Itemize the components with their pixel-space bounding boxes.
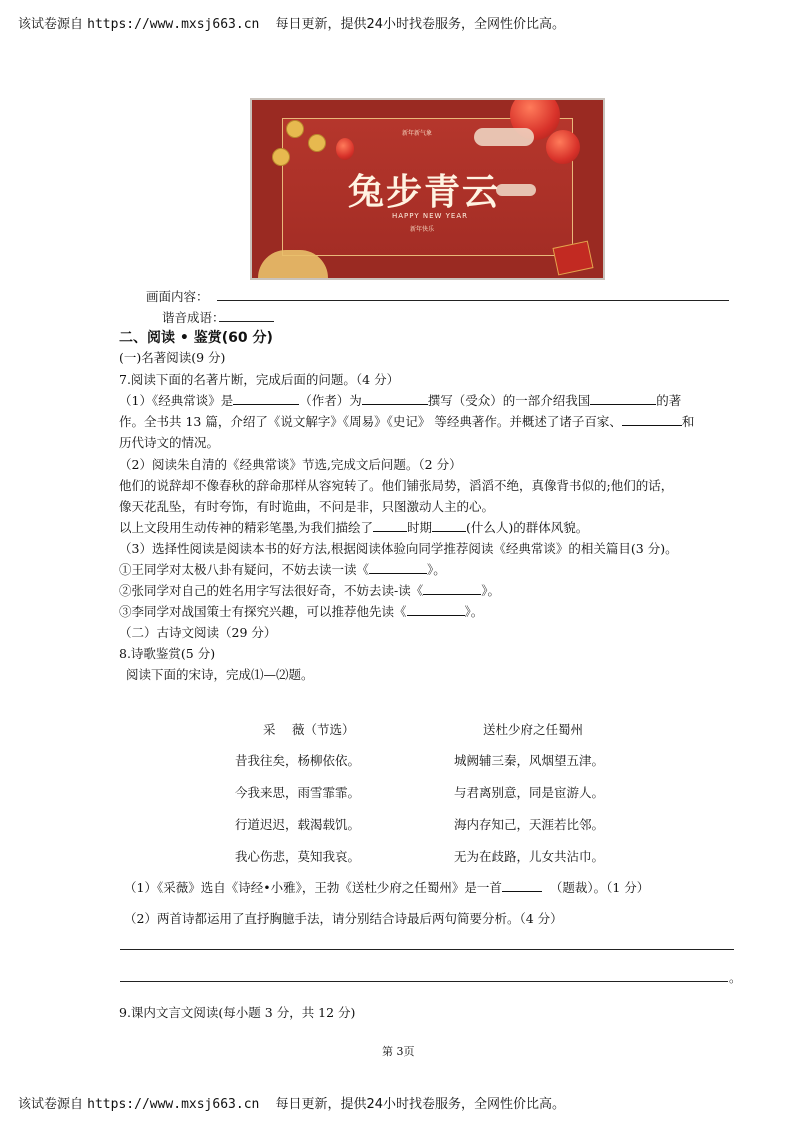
genre-blank[interactable]	[502, 878, 542, 892]
q7-3-text: ③李同学对战国策士有探究兴趣，可以推荐他先读《	[119, 604, 407, 619]
poem-left-title: 采 薇（节选）	[263, 722, 355, 737]
cloud-decoration	[496, 184, 536, 196]
coin-icon	[272, 148, 290, 166]
period-blank[interactable]	[373, 518, 407, 532]
q7-excerpt-line2: 像天花乱坠，有时夸饰，有时诡曲，不问是非，只图激动人主的心。	[119, 499, 495, 514]
q7-1-text: 和	[681, 414, 695, 429]
q7-3-text: ②张同学对自己的姓名用字写法很好奇，不妨去读-读《	[119, 583, 424, 598]
poem-right-line: 海内存知己，天涯若比邻。	[454, 817, 605, 832]
idiom-field	[162, 308, 225, 326]
coin-icon	[308, 134, 326, 152]
chapter-blank[interactable]	[407, 602, 465, 616]
subsection-title: (一)名著阅读(9 分)	[119, 350, 226, 365]
red-envelope-icon	[552, 241, 593, 276]
poster-subtitle: HAPPY NEW YEAR	[392, 212, 468, 220]
q8-part2: （2）两首诗都运用了直抒胸臆手法，请分别结合诗最后两句简要分析。（4 分）	[124, 911, 563, 926]
schools-blank[interactable]	[622, 412, 682, 426]
poem-right-line: 与君离别意，同是宦游人。	[454, 785, 605, 800]
subsection-title: （二）古诗文阅读（29 分）	[119, 625, 277, 640]
q7-3-text: 》。	[427, 562, 446, 577]
q7-excerpt-question	[119, 518, 588, 536]
chapter-blank[interactable]	[423, 581, 481, 595]
content-field	[146, 287, 209, 305]
header-banner	[18, 13, 565, 32]
q7-3-item-c	[119, 602, 483, 620]
poster-small-bottom: 新年快乐	[410, 226, 435, 233]
q7-3-text: ①王同学对太极八卦有疑问，不妨去读一读《	[119, 562, 370, 577]
people-blank[interactable]	[432, 518, 466, 532]
section-title: 二、阅读 • 鉴赏(60 分)	[119, 330, 273, 346]
poem-left-line: 昔我往矣，杨柳依依。	[235, 753, 361, 768]
q7-part1-line2	[119, 412, 694, 430]
header-url[interactable]: https://www.mxsj663.cn	[87, 17, 260, 32]
poem-left-line: 我心伤悲，莫知我哀。	[235, 849, 361, 864]
end-mark: 。	[729, 970, 742, 985]
idiom-answer-line[interactable]	[219, 321, 274, 322]
q7-2-text: 时期	[406, 520, 432, 535]
page-number: 第 3页	[382, 1045, 415, 1058]
question-9: 9.课内文言文阅读(每小题 3 分，共 12 分)	[119, 1005, 356, 1020]
footer-url[interactable]: https://www.mxsj663.cn	[87, 1097, 260, 1112]
q7-part1-line1	[119, 391, 681, 409]
q7-1-text: 撰写（受众）的一部介绍我国	[427, 393, 591, 408]
poster-small-top: 新年新气象	[402, 130, 433, 137]
author-blank[interactable]	[233, 391, 299, 405]
poem-left-line: 行道迟迟，载渴载饥。	[235, 817, 361, 832]
coin-icon	[286, 120, 304, 138]
audience-blank[interactable]	[362, 391, 428, 405]
poem-right-title: 送杜少府之任蜀州	[483, 722, 584, 737]
footer-prefix: 该试卷源自	[18, 1097, 84, 1112]
header-suffix: 每日更新，提供24小时找卷服务，全网性价比高。	[275, 17, 566, 32]
q7-3-item-b	[119, 581, 500, 599]
footer-banner	[18, 1093, 565, 1112]
question-8: 8.诗歌鉴赏(5 分)	[119, 646, 216, 661]
lantern-icon	[546, 130, 580, 164]
answer-line[interactable]	[120, 981, 728, 982]
poem-right-line: 城阙辅三秦，风烟望五津。	[454, 753, 605, 768]
poster-art-title: 兔步青云	[348, 171, 501, 213]
cloud-decoration	[474, 128, 534, 146]
q7-1-text: （1）《经典常谈》是	[119, 393, 234, 408]
q7-1-text: 的著	[656, 393, 682, 408]
q8-1-text: （题裁）。（1 分）	[549, 880, 650, 895]
q7-1-text: 作。全书共 13 篇，介绍了《说文解字》《周易》《史记》 等经典著作。并概述了诸子百家、	[119, 414, 622, 429]
new-year-poster-image	[250, 98, 605, 280]
answer-line[interactable]	[120, 949, 734, 950]
poem-right-line: 无为在歧路，儿女共沾巾。	[454, 849, 605, 864]
q8-part1	[124, 878, 649, 896]
idiom-label: 谐音成语：	[162, 310, 225, 325]
q8-1-text: （1）《采薇》选自《诗经•小雅》，王勃《送杜少府之任蜀州》是一首	[124, 880, 502, 895]
header-prefix: 该试卷源自	[18, 17, 84, 32]
lantern-icon	[336, 138, 354, 160]
q8-intro: 阅读下面的宋诗，完成⑴—⑵题。	[126, 667, 314, 682]
question-7: 7.阅读下面的名著片断，完成后面的问题。（4 分）	[119, 372, 400, 387]
content-answer-line[interactable]	[217, 300, 729, 301]
content-label: 画面内容：	[146, 289, 209, 304]
footer-suffix: 每日更新，提供24小时找卷服务，全网性价比高。	[275, 1097, 566, 1112]
q7-excerpt-line1: 他们的说辞却不像春秋的辞命那样从容宛转了。他们铺张局势，滔滔不绝，真像背书似的;他们的话，	[119, 478, 674, 493]
q7-3-item-a	[119, 560, 446, 578]
q7-2-text: (什么人)的群体风貌。	[466, 520, 589, 535]
q7-1-text: （作者）为	[299, 393, 362, 408]
classics-blank[interactable]	[590, 391, 656, 405]
q7-part2: （2）阅读朱自清的《经典常谈》节选,完成文后问题。（2 分）	[119, 457, 462, 472]
q7-2-text: 以上文段用生动传神的精彩笔墨,为我们描绘了	[119, 520, 373, 535]
q7-part1-line3: 历代诗文的情况。	[119, 435, 220, 450]
q7-3-text: 》。	[481, 583, 500, 598]
q7-part3: （3）选择性阅读是阅读本书的好方法,根据阅读体验向同学推荐阅读《经典常谈》的相关篇目(3 分)。	[119, 541, 678, 556]
chapter-blank[interactable]	[369, 560, 427, 574]
q7-3-text: 》。	[464, 604, 484, 619]
poem-left-line: 今我来思，雨雪霏霏。	[235, 785, 361, 800]
